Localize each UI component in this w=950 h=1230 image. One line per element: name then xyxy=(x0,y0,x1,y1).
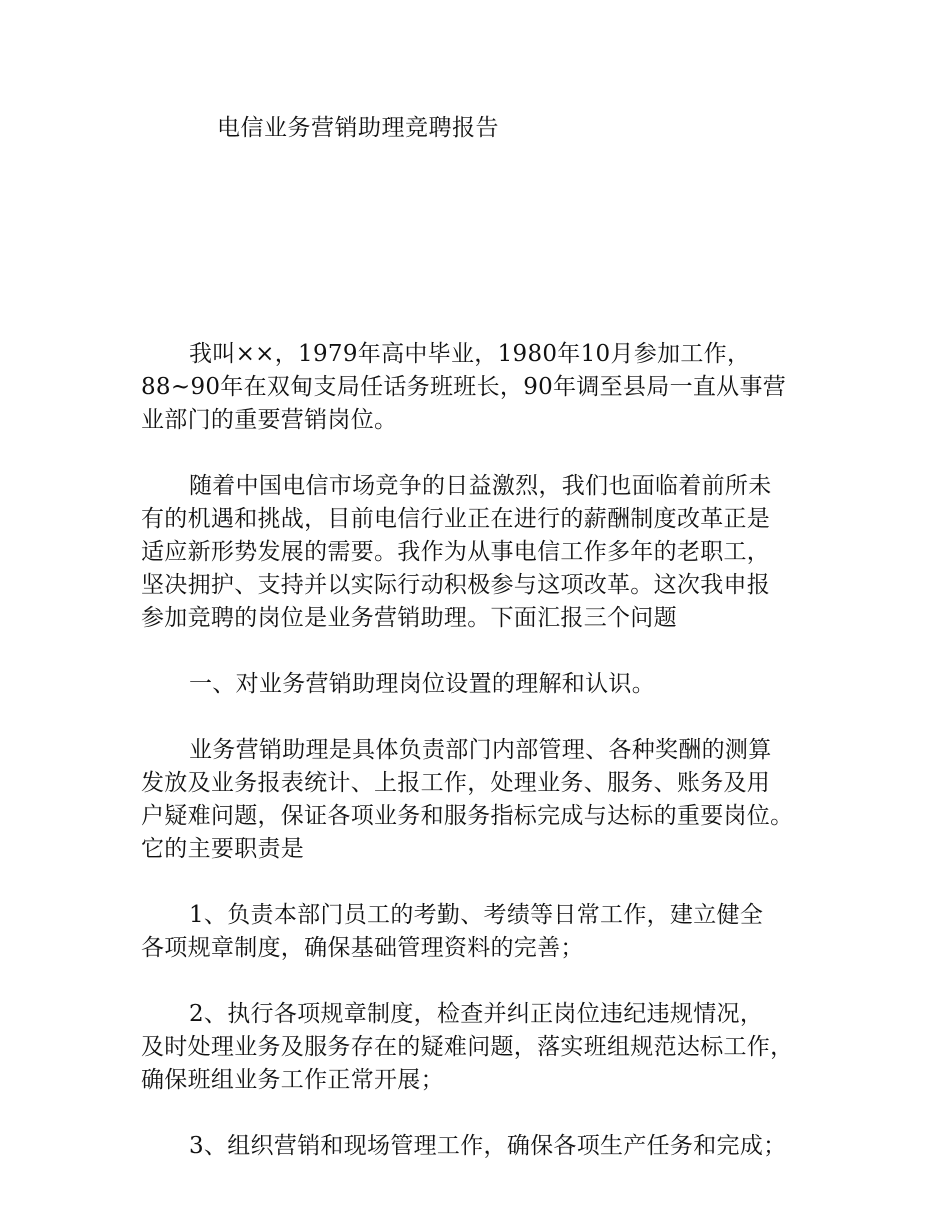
paragraph-line: 3、组织营销和现场管理工作，确保各项生产任务和完成； xyxy=(189,1133,787,1159)
paragraph-line: 户疑难问题，保证各项业务和服务指标完成与达标的重要岗位。 xyxy=(141,803,794,829)
paragraph-intro xyxy=(141,338,831,437)
paragraph-line: 88~90年在双甸支局任话务班班长，90年调至县局一直从事营 xyxy=(141,374,787,400)
paragraph-line: 1、负责本部门员工的考勤、考绩等日常工作，建立健全 xyxy=(189,902,764,928)
section-heading-1 xyxy=(141,668,831,701)
paragraph-line: 参加竞聘的岗位是业务营销助理。下面汇报三个问题 xyxy=(141,605,677,631)
paragraph-line: 我叫××，1979年高中毕业，1980年10月参加工作， xyxy=(189,341,751,367)
paragraph-line: 发放及业务报表统计、上报工作，处理业务、服务、账务及用 xyxy=(141,770,771,796)
paragraph-line: 它的主要职责是 xyxy=(141,836,305,862)
paragraph-line: 各项规章制度，确保基础管理资料的完善； xyxy=(141,935,584,961)
paragraph-line: 坚决拥护、支持并以实际行动积极参与这项改革。这次我申报 xyxy=(141,572,771,598)
paragraph-line: 有的机遇和挑战，目前电信行业正在进行的薪酬制度改革正是 xyxy=(141,506,771,532)
duty-item-3 xyxy=(141,1130,831,1163)
paragraph-line: 及时处理业务及服务存在的疑难问题，落实班组规范达标工作， xyxy=(141,1034,794,1060)
duty-item-2 xyxy=(141,998,831,1097)
paragraph-line: 2、执行各项规章制度，检查并纠正岗位违纪违规情况， xyxy=(189,1001,764,1027)
duty-item-1 xyxy=(141,899,831,965)
paragraph-background xyxy=(141,470,831,635)
paragraph-line: 确保班组业务工作正常开展； xyxy=(141,1067,444,1093)
section-heading-text: 一、对业务营销助理岗位设置的理解和认识。 xyxy=(189,671,655,697)
paragraph-line: 适应新形势发展的需要。我作为从事电信工作多年的老职工， xyxy=(141,539,771,565)
paragraph-line: 业务营销助理是具体负责部门内部管理、各种奖酬的测算 xyxy=(189,737,772,763)
document-title: 电信业务营销助理竞聘报告 xyxy=(217,115,499,141)
paragraph-line: 随着中国电信市场竞争的日益激烈，我们也面临着前所未 xyxy=(189,473,772,499)
paragraph-role-description xyxy=(141,734,831,866)
paragraph-line: 业部门的重要营销岗位。 xyxy=(141,407,398,433)
document-body xyxy=(141,338,831,1196)
